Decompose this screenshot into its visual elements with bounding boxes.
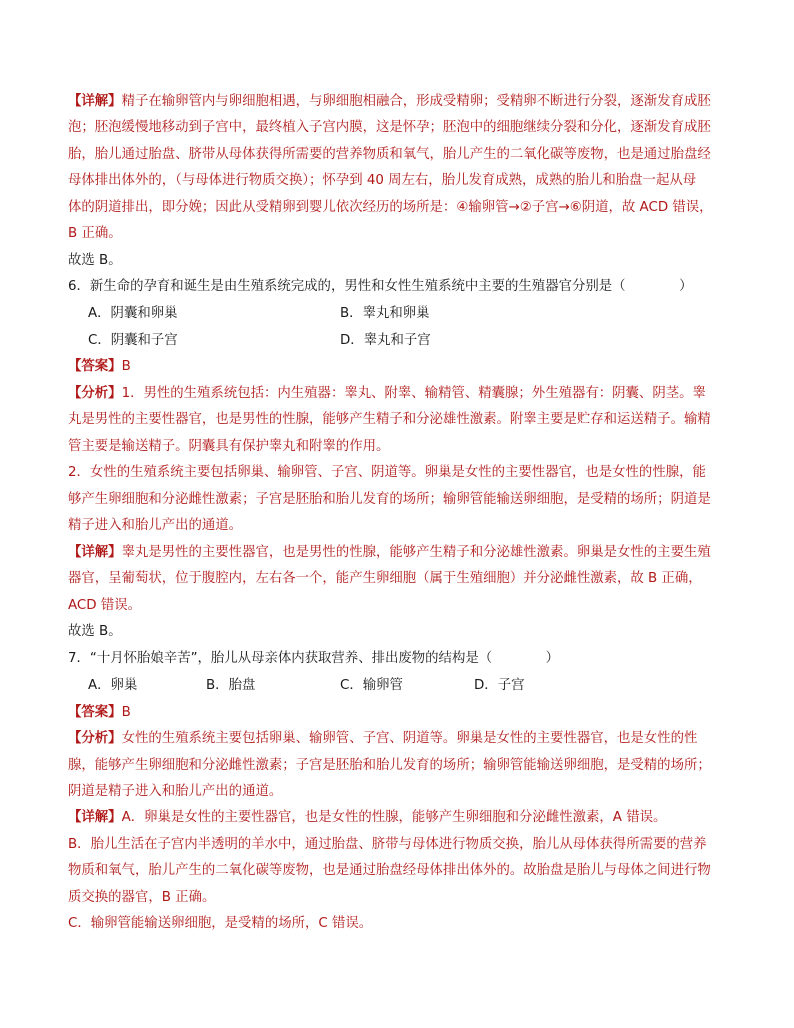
- q6-analysis-line-2: 丸是男性的主要性器官，也是男性的性腺，能够产生精子和分泌雄性激素。附睾主要是贮存和运送精子。输精: [68, 412, 711, 427]
- q6-answer: [68, 357, 131, 377]
- q5-detail-line-6: B 正确。: [68, 226, 122, 241]
- q6-detail-line-2: 器官，呈葡萄状，位于腹腔内，左右各一个，能产生卵细胞（属于生殖细胞）并分泌雌性激素，故 B 正确，: [68, 571, 702, 586]
- q6-option-d: D．睾丸和子宫: [340, 333, 431, 348]
- q7-answer: [68, 703, 131, 723]
- answer-tag: 【答案】: [68, 359, 122, 374]
- q7-detail-line-2: B．胎儿生活在子宫内半透明的羊水中，通过胎盘、脐带与母体进行物质交换，胎儿从母体获得所需要的营养: [68, 837, 707, 852]
- q6-detail-line-3: ACD 错误。: [68, 598, 142, 613]
- analysis-tag: 【分析】: [68, 731, 122, 746]
- q5-detail-line-5: 体的阴道排出，即分娩；因此从受精卵到婴儿依次经历的场所是：④输卵管→②子宫→⑥阴道，故 ACD 错误，: [68, 200, 713, 215]
- detail-tag: 【详解】: [68, 545, 122, 560]
- q7-option-d: D．子宫: [474, 678, 525, 693]
- q7-stem: 7．“十月怀胎娘辛苦”，胎儿从母亲体内获取营养、排出废物的结构是（ ）: [68, 651, 560, 666]
- q6-analysis-line-5: 够产生卵细胞和分泌雌性激素；子宫是胚胎和胎儿发育的场所；输卵管能输送卵细胞，是受精的场所；阴道是: [68, 492, 711, 507]
- q6-option-b: B．睾丸和卵巢: [340, 306, 430, 321]
- q6-stem: 6．新生命的孕育和诞生是由生殖系统完成的，男性和女性生殖系统中主要的生殖器官分别是（ ）: [68, 279, 693, 294]
- q6-analysis-line-3: 管主要是输送精子。阴囊具有保护睾丸和附睾的作用。: [68, 439, 390, 454]
- q7-detail-line-5: C．输卵管能输送卵细胞，是受精的场所，C 错误。: [68, 916, 373, 931]
- q5-detail-line-2: 泡；胚泡缓慢地移动到子宫中，最终植入子宫内膜，这是怀孕；胚泡中的细胞继续分裂和分化，逐渐发育成胚: [68, 120, 711, 135]
- q5-select: 故选 B。: [68, 253, 122, 268]
- q7-option-b: B．胎盘: [206, 678, 256, 693]
- answer-tag: 【答案】: [68, 705, 122, 720]
- q7-detail-line-1: 【详解】A．卵巢是女性的主要性器官，也是女性的性腺，能够产生卵细胞和分泌雌性激素，A 错误。: [68, 810, 667, 825]
- q7-analysis-line-2: 腺，能够产生卵细胞和分泌雌性激素；子宫是胚胎和胎儿发育的场所；输卵管能输送卵细胞，是受精的场所；: [68, 758, 711, 773]
- q5-detail-line-3: 胎，胎儿通过胎盘、脐带从母体获得所需要的营养物质和氧气，胎儿产生的二氧化碳等废物，也是通过胎盘经: [68, 147, 711, 162]
- q6-analysis-line-4: 2．女性的生殖系统主要包括卵巢、输卵管、子宫、阴道等。卵巢是女性的主要性器官，也是女性的性腺，能: [68, 465, 706, 480]
- q7-detail-line-3: 物质和氧气，胎儿产生的二氧化碳等废物，也是通过胎盘经母体排出体外的。故胎盘是胎儿与母体之间进行物: [68, 863, 711, 878]
- q5-detail-line-1: 【详解】精子在输卵管内与卵细胞相遇，与卵细胞相融合，形成受精卵；受精卵不断进行分裂，逐渐发育成胚: [68, 94, 711, 109]
- q7-analysis-line-3: 阴道是精子进入和胎儿产出的通道。: [68, 784, 283, 799]
- q5-detail-line-4: 母体排出体外的，（与母体进行物质交换）；怀孕到 40 周左右，胎儿发育成熟，成熟的胎儿和胎盘一起从母: [68, 173, 697, 188]
- q6-option-c: C．阴囊和子宫: [88, 333, 178, 348]
- q6-analysis-line-1: 【分析】1．男性的生殖系统包括：内生殖器：睾丸、附睾、输精管、精囊腺；外生殖器有：阴囊、阴茎。睾: [68, 386, 706, 401]
- q7-analysis-line-1: 【分析】女性的生殖系统主要包括卵巢、输卵管、子宫、阴道等。卵巢是女性的主要性器官，也是女性的性: [68, 731, 698, 746]
- detail-tag: 【详解】: [68, 94, 122, 109]
- answer-value: B: [121, 359, 131, 374]
- q7-detail-line-4: 质交换的器官，B 正确。: [68, 890, 216, 905]
- detail-tag: 【详解】: [68, 810, 122, 825]
- answer-value: B: [121, 705, 131, 720]
- q6-detail-line-1: 【详解】睾丸是男性的主要性器官，也是男性的性腺，能够产生精子和分泌雄性激素。卵巢是女性的主要生殖: [68, 545, 711, 560]
- q7-option-c: C．输卵管: [340, 678, 403, 693]
- q6-option-a: A．阴囊和卵巢: [88, 306, 178, 321]
- q6-select: 故选 B。: [68, 624, 122, 639]
- q6-analysis-line-6: 精子进入和胎儿产出的通道。: [68, 518, 243, 533]
- analysis-tag: 【分析】: [68, 386, 122, 401]
- q7-option-a: A．卵巢: [88, 678, 138, 693]
